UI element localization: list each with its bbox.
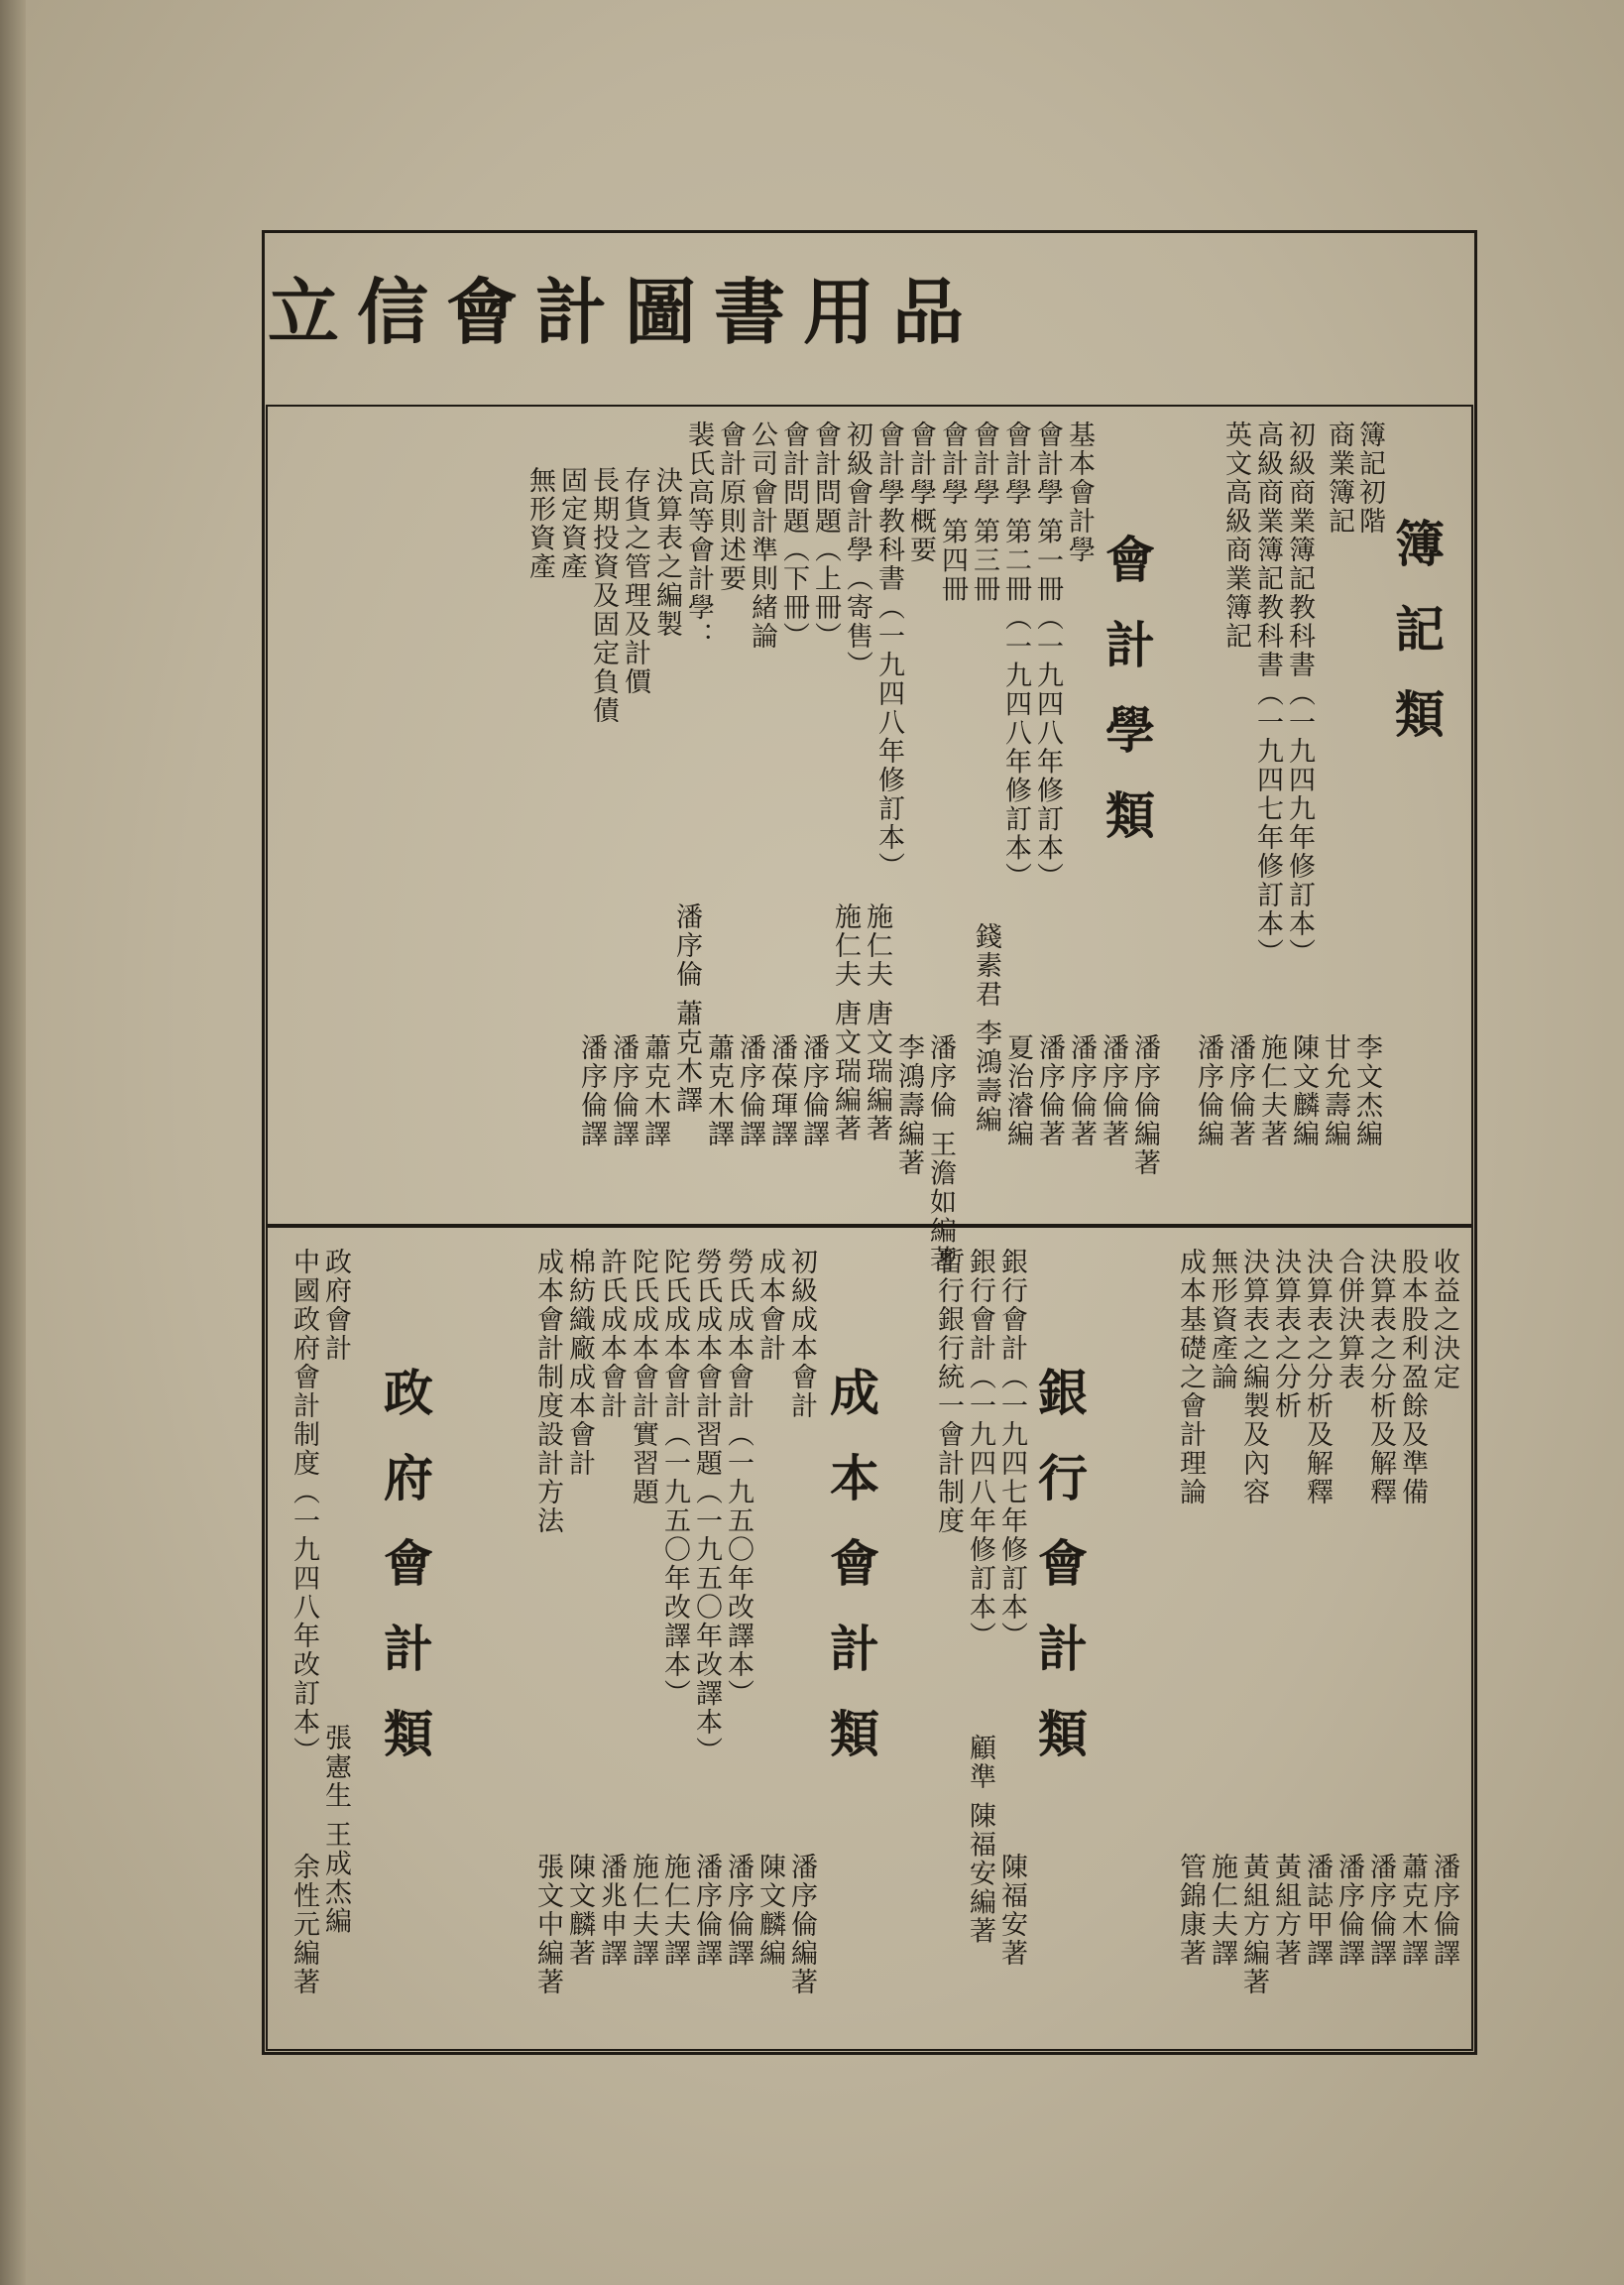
book-title: 勞氏成本會計（一九五〇年改譯本）: [723, 1248, 754, 1708]
book-title: 公司會計準則緒論: [747, 421, 777, 651]
book-author: 潘序倫著: [1034, 1033, 1065, 1148]
book-author: 蕭克木譯: [1397, 1853, 1428, 1968]
book-title: 許氏成本會計: [596, 1248, 627, 1420]
book-author: 黃組方著: [1270, 1853, 1301, 1968]
book-title: 裴氏高等會計學：: [683, 421, 714, 651]
section-heading-banking: 銀行會計類: [1030, 1367, 1088, 1793]
book-title: 會計問題（下冊）: [778, 421, 809, 651]
book-title: 無形資產: [524, 466, 555, 581]
book-author: 施仁夫譯: [628, 1853, 658, 1968]
book-title: 無形資產論: [1207, 1248, 1237, 1391]
book-author: 潘葆琿譯: [766, 1033, 797, 1148]
book-title: 成本會計: [754, 1248, 785, 1363]
book-title: 初級商業簿記教科書（一九四九年修訂本）: [1284, 421, 1315, 967]
book-title: 收益之決定: [1429, 1248, 1459, 1391]
book-author: 錢素君 李鴻壽編: [971, 922, 1001, 1135]
book-author: 張文中編著: [532, 1853, 563, 1996]
book-title: 會計學 第一冊（一九四八年修訂本）: [1032, 421, 1063, 892]
book-title: 成本會計制度設計方法: [532, 1248, 563, 1535]
book-title: 會計問題（上冊）: [810, 421, 841, 651]
book-title: 會計原則述要: [715, 421, 746, 593]
book-author: 甘允壽編: [1320, 1033, 1350, 1148]
book-title: 英文高級商業簿記: [1220, 421, 1251, 651]
book-title: 長期投資及固定負債: [588, 466, 619, 725]
book-author: 潘序倫著: [1098, 1033, 1128, 1148]
book-title: 會計學概要: [905, 421, 936, 564]
book-author: 施仁夫著: [1256, 1033, 1287, 1148]
book-title: 決算表之編製及內容: [1238, 1248, 1269, 1506]
book-author: 陳文麟編: [754, 1853, 785, 1968]
book-author: 潘兆申譯: [596, 1853, 627, 1968]
book-author: 蕭克木譯: [703, 1033, 734, 1148]
book-title: 會計學 第四冊: [937, 421, 968, 604]
book-author: 施仁夫 唐文瑞編著: [830, 902, 861, 1143]
book-title: 股本股利盈餘及準備: [1397, 1248, 1428, 1506]
book-author: 蕭克木譯: [639, 1033, 670, 1148]
book-title: 合併決算表: [1334, 1248, 1364, 1391]
book-author: 陳文麟編: [1288, 1033, 1319, 1148]
book-title: 決算表之編製: [651, 466, 682, 639]
bottom-panel: [266, 1226, 1473, 2051]
book-title: 高級商業簿記教科書（一九四七年修訂本）: [1252, 421, 1283, 967]
book-title: 簿記初階: [1354, 421, 1385, 536]
book-author: 施仁夫 唐文瑞編著: [862, 902, 892, 1143]
section-heading-cost: 成本會計類: [822, 1367, 879, 1793]
book-author: 施仁夫譯: [1207, 1853, 1237, 1968]
section-heading-accounting: 會計學類: [1098, 534, 1155, 875]
book-author: 陳文麟著: [564, 1853, 595, 1968]
book-author: 潘序倫譯: [1334, 1853, 1364, 1968]
book-title: 銀行會計（一九四八年修訂本）: [965, 1248, 995, 1650]
book-author: 李文杰編: [1351, 1033, 1382, 1148]
binding-edge: [0, 0, 26, 2285]
book-author: 潘序倫 王澹如編著: [925, 1033, 956, 1274]
book-author: 潘序倫譯: [691, 1853, 722, 1968]
book-author: 潘序倫譯: [798, 1033, 829, 1148]
book-author: 潘序倫譯: [1429, 1853, 1459, 1968]
section-heading-government: 政府會計類: [376, 1367, 433, 1793]
book-title: 決算表之分析及解釋: [1302, 1248, 1333, 1506]
top-panel: [266, 405, 1473, 1274]
book-title: 決算表之分析及解釋: [1365, 1248, 1396, 1506]
catalog-title: 立信會計圖書用品: [268, 271, 983, 354]
book-author: 張憲生 王成杰編: [320, 1724, 351, 1936]
book-author: 管錦康著: [1175, 1853, 1206, 1968]
book-title: 會計學 第二冊（一九四八年修訂本）: [1000, 421, 1031, 892]
book-author: 陳福安著: [996, 1853, 1027, 1968]
book-author: 李鴻壽編著: [893, 1033, 924, 1177]
book-author: 潘序倫編著: [786, 1853, 817, 1996]
book-title: 決算表之分析: [1270, 1248, 1301, 1420]
book-author: 潘序倫 蕭克木譯: [671, 902, 702, 1115]
book-author: 余性元編著: [289, 1853, 319, 1996]
book-title: 基本會計學: [1064, 421, 1095, 564]
book-author: 潘序倫著: [1066, 1033, 1097, 1148]
book-author: 潘序倫譯: [608, 1033, 638, 1148]
book-title: 會計學教科書（一九四八年修訂本）: [873, 421, 904, 881]
book-title: 勞氏成本會計習題（一九五〇年改譯本）: [691, 1248, 722, 1765]
book-author: 潘誌甲譯: [1302, 1853, 1333, 1968]
book-title: 初級成本會計: [786, 1248, 817, 1420]
book-author: 施仁夫譯: [659, 1853, 690, 1968]
book-title: 中國政府會計制度（一九四八年改訂本）: [289, 1248, 319, 1765]
book-title: 會計學 第三冊: [969, 421, 999, 604]
book-author: 潘序倫譯: [735, 1033, 765, 1148]
book-author: 潘序倫著: [1224, 1033, 1255, 1148]
book-author: 黃組方編著: [1238, 1853, 1269, 1996]
book-title: 政府會計: [320, 1248, 351, 1363]
book-author: 潘序倫譯: [576, 1033, 607, 1148]
book-title: 成本基礎之會計理論: [1175, 1248, 1206, 1506]
book-title: 棉紡織廠成本會計: [564, 1248, 595, 1478]
book-title: 暫行銀行統一會計制度: [933, 1248, 964, 1535]
section-heading-bookkeeping: 簿記類: [1387, 518, 1445, 774]
book-title: 初級會計學（寄售）: [842, 421, 872, 679]
book-author: 潘序倫編著: [1129, 1033, 1160, 1177]
book-title: 存貨之管理及計價: [620, 466, 650, 696]
book-author: 顧準 陳福安編著: [965, 1734, 995, 1946]
book-author: 潘序倫譯: [723, 1853, 754, 1968]
book-title: 固定資產: [556, 466, 587, 581]
book-author: 夏治濬編: [1002, 1033, 1033, 1148]
book-title: 陀氏成本會計（一九五〇年改譯本）: [659, 1248, 690, 1708]
book-author: 潘序倫譯: [1365, 1853, 1396, 1968]
book-author: 潘序倫編: [1193, 1033, 1223, 1148]
book-title: 銀行會計（一九四七年修訂本）: [996, 1248, 1027, 1650]
book-title: 陀氏成本會計實習題: [628, 1248, 658, 1506]
book-title: 商業簿記: [1324, 421, 1354, 536]
